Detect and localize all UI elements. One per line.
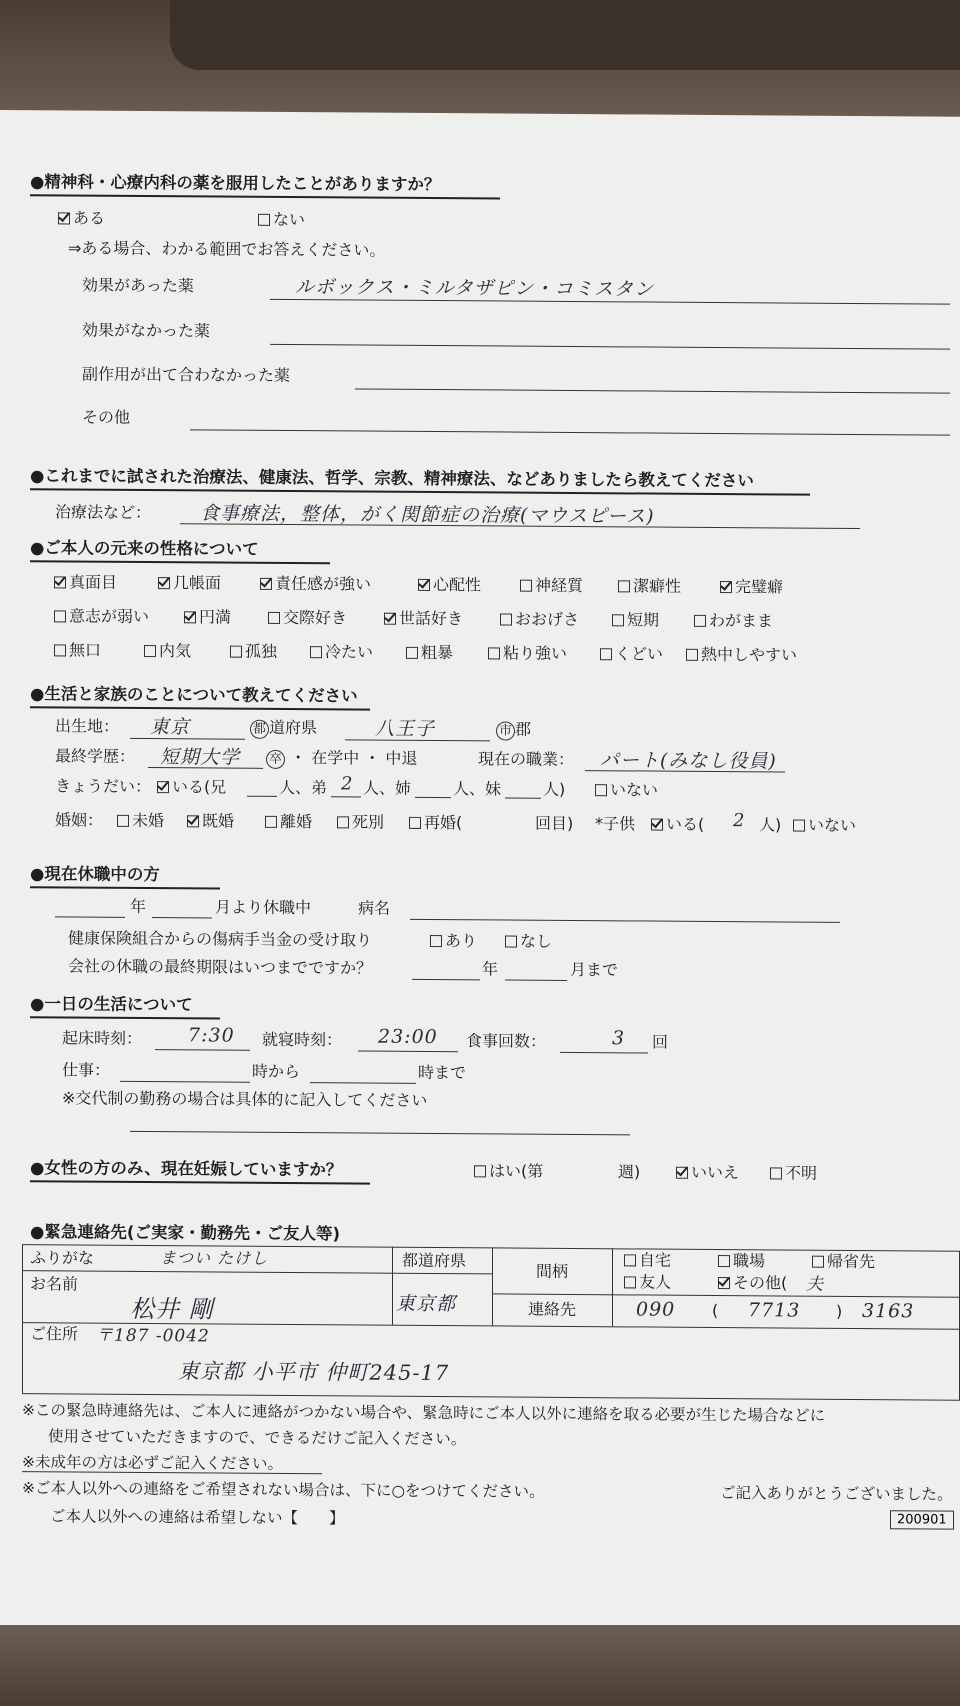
s1-other-line[interactable] (190, 429, 950, 435)
trait-shinpai[interactable] (418, 575, 481, 595)
checkbox-icon (612, 614, 624, 626)
shift-note: ※交代制の勤務の場合は具体的に記入してください (62, 1088, 428, 1110)
trait-label: 内気 (159, 641, 192, 661)
deadline-label: 会社の休職の最終期限はいつまでですか？ (68, 956, 373, 978)
trait-label: おおげさ (515, 609, 580, 630)
trait-label: 交際好き (283, 607, 348, 628)
siblings-close: 人) (543, 779, 566, 799)
work-start-blank[interactable] (120, 1081, 250, 1083)
trait-label: 心配性 (433, 575, 482, 595)
table-vline-3 (612, 1248, 613, 1326)
marriage-shibetsu[interactable] (337, 812, 384, 832)
checkbox-icon (430, 935, 442, 947)
wake-label: 起床時刻： (62, 1028, 143, 1048)
s1-side-effect-line[interactable] (355, 388, 950, 393)
checkbox-icon (474, 1165, 486, 1177)
trait-label: 責任感が強い (275, 573, 372, 594)
checkbox-icon (595, 784, 607, 796)
birth-label: 出生地： (55, 716, 120, 736)
deadline-month-blank[interactable] (505, 980, 567, 981)
deadline-year-label: 年 (482, 959, 499, 979)
s1-yes-label: ある (73, 208, 106, 228)
address-value[interactable]: 東京都 小平市 仲町245-17 (178, 1359, 450, 1386)
relation-label: 間柄 (536, 1261, 569, 1281)
checkbox-icon (268, 612, 280, 624)
insurance-ari[interactable] (430, 931, 477, 951)
thanks-text: ご記入ありがとうございました。 (720, 1484, 953, 1504)
tel-part-2[interactable]: 7713 (748, 1299, 801, 1322)
checkbox-icon (618, 580, 630, 592)
marriage-row (55, 810, 857, 835)
tel-part-1[interactable]: 090 (636, 1298, 676, 1321)
pregnancy-unknown[interactable] (770, 1163, 817, 1183)
relation-friend[interactable] (624, 1272, 671, 1292)
checkbox-checked-icon (158, 577, 170, 589)
form-code: 200901 (890, 1510, 954, 1529)
s1-effective-label: 効果があった薬 (82, 275, 194, 296)
s1-ineffective-line[interactable] (270, 344, 950, 350)
edu-value[interactable]: 短期大学 (160, 746, 241, 769)
trait-label: 無口 (69, 640, 102, 660)
pref-value[interactable]: 東京都 (396, 1292, 457, 1316)
leave-year-label: 年 (130, 896, 147, 917)
trait-majime[interactable] (54, 572, 117, 592)
postal-value[interactable]: 〒187 -0042 (96, 1325, 210, 1347)
birth-value[interactable]: 東京 (150, 716, 191, 739)
trait-ishi[interactable] (54, 606, 149, 627)
edu-label: 最終学歴： (55, 746, 136, 766)
relation-other-value[interactable]: 夫 (806, 1274, 824, 1295)
pregnancy-yes[interactable] (474, 1161, 543, 1181)
trait-label: 熱中しやすい (701, 644, 798, 665)
checkbox-checked-icon (651, 819, 663, 831)
trait-label: 冷たい (325, 642, 374, 662)
trait-label: 神経質 (535, 575, 584, 596)
s2-label: 治療法など： (55, 502, 152, 523)
siblings-iru-label: いる(兄 (172, 777, 227, 797)
pref-label: 都道府県 (402, 1250, 467, 1271)
trait-tsumetai[interactable] (310, 642, 373, 662)
trait-necchu[interactable] (686, 645, 797, 666)
trait-label: 短期 (627, 610, 660, 630)
leave-year-blank[interactable] (55, 916, 125, 917)
checkbox-checked-icon (157, 781, 169, 793)
s1-option-no[interactable] (258, 210, 305, 230)
circled-shi: 市 (496, 721, 515, 740)
contact-label: 連絡先 (528, 1299, 577, 1320)
checkbox-checked-icon (418, 579, 430, 591)
relation-home[interactable] (624, 1250, 671, 1270)
younger-brother-blank (331, 778, 361, 797)
siblings-none[interactable] (595, 780, 658, 800)
checkbox-icon (505, 936, 517, 948)
city-gun: 郡 (515, 719, 532, 739)
job-value[interactable]: パート(みなし役員) (600, 749, 777, 773)
background-bottom (0, 1625, 960, 1706)
disease-label: 病名 (358, 898, 391, 918)
checkbox-checked-icon (184, 611, 196, 623)
checkbox-icon (337, 816, 349, 828)
elder-sister-label: 人、姉 (363, 778, 412, 798)
pregnancy-week-label: 週) (618, 1162, 641, 1182)
younger-brother-count[interactable]: 2 (341, 773, 354, 795)
birth-line (130, 738, 245, 740)
leave-month-blank[interactable] (152, 917, 212, 918)
tel-part-3[interactable]: 3163 (862, 1300, 915, 1323)
children-iru-label: いる( (666, 814, 705, 834)
checkbox-icon (310, 646, 322, 658)
footer-note-3: ※未成年の方は必ずご記入ください。 (22, 1453, 283, 1473)
marriage-option-label: 死別 (352, 812, 385, 832)
city-value[interactable]: 八王子 (375, 717, 436, 741)
checkbox-checked-icon (58, 212, 70, 224)
remarriage-count-label: 回目) (535, 813, 574, 834)
marriage-option-label: 再婚( (424, 812, 463, 833)
checkbox-icon (406, 647, 418, 659)
relation-option-label: 自宅 (639, 1250, 672, 1270)
checkbox-checked-icon (718, 1277, 730, 1289)
children-none-label: いない (808, 815, 857, 835)
s1-effective-value[interactable]: ルボックス・ミルタザピン・コミスタン (295, 276, 655, 301)
children-iru[interactable] (651, 815, 704, 835)
checkbox-icon (770, 1167, 782, 1179)
children-close: 人) (759, 815, 782, 835)
checkbox-icon (624, 1254, 636, 1266)
trait-label: わがまま (709, 610, 774, 631)
pregnancy-yes-label: はい(第 (489, 1161, 544, 1181)
s2-heading: ●これまでに試された治療法、健康法、哲学、宗教、精神療法、などありましたら教えてください (30, 466, 754, 491)
trait-label: 意志が弱い (69, 606, 150, 627)
younger-brother-label: 人、弟 (279, 777, 328, 798)
edu-status-rest: ・ 在学中 ・ 中退 (290, 748, 418, 768)
insurance-nashi-label: なし (520, 931, 553, 951)
checkbox-icon (258, 214, 270, 226)
furigana-value[interactable]: まつい たけし (160, 1248, 269, 1268)
children-count[interactable]: 2 (733, 810, 746, 832)
footer-note-1: ※この緊急時連絡先は、ご本人に連絡がつかない場合や、緊急時にご本人以外に連絡を取る必要が生じた場合などに (22, 1401, 826, 1425)
relation-option-label: 友人 (639, 1272, 672, 1292)
address-label: ご住所 (30, 1324, 79, 1344)
sleep-label: 就寝時刻： (262, 1029, 343, 1050)
birth-dofuken: 道府県 (269, 717, 318, 738)
trait-label: くどい (615, 644, 664, 664)
checkbox-icon (409, 817, 421, 829)
checkbox-icon (144, 645, 156, 657)
s1-no-label: ない (273, 209, 306, 230)
shift-detail-blank[interactable] (130, 1131, 630, 1135)
marriage-option-label: 未婚 (132, 810, 165, 831)
table-vline-2 (492, 1247, 493, 1325)
trait-oogesa[interactable] (500, 609, 579, 630)
insurance-nashi[interactable] (505, 932, 552, 952)
s4-heading-underline (30, 706, 370, 710)
s5-heading: ●現在休職中の方 (30, 864, 160, 885)
s3-heading-underline (30, 560, 330, 564)
city-line (345, 739, 490, 741)
siblings-row (55, 773, 659, 800)
trait-label: 円満 (199, 607, 232, 627)
checkbox-icon (694, 615, 706, 627)
trait-label: 孤独 (245, 641, 278, 661)
s1-heading: ●精神科・心療内科の薬を服用したことがありますか？ (30, 172, 441, 195)
marriage-saikon[interactable] (409, 813, 462, 833)
questionnaire-paper (0, 110, 960, 1637)
trait-kodoku[interactable] (230, 642, 277, 662)
trait-label: 真面目 (69, 572, 118, 592)
tel-close-paren: ) (836, 1301, 843, 1321)
meal-value[interactable]: 3 (612, 1027, 626, 1050)
younger-sister-label: 人、妹 (453, 779, 502, 799)
s1-other-label: その他 (82, 407, 131, 427)
insurance-label: 健康保険組合からの傷病手当金の受け取り (68, 928, 373, 950)
checkbox-icon (500, 613, 512, 625)
trait-mukuchi[interactable] (54, 640, 101, 660)
marriage-mikon[interactable] (117, 811, 164, 831)
deadline-month-label: 月まで (570, 959, 619, 980)
siblings-none-label: いない (610, 780, 659, 800)
s8-heading: ●緊急連絡先(ご実家・勤務先・ご友人等) (30, 1222, 340, 1244)
work-to-label: 時まで (418, 1062, 467, 1083)
tel-open-paren: ( (712, 1300, 719, 1321)
trait-sobo[interactable] (406, 643, 453, 663)
footer-note-2: 使用させていただきますので、できるだけご記入ください。 (48, 1427, 467, 1449)
siblings-iru[interactable] (157, 777, 226, 797)
elder-brother-blank[interactable] (247, 778, 277, 797)
disease-blank[interactable] (410, 919, 840, 923)
checkbox-icon (520, 580, 532, 592)
elder-sister-blank[interactable] (415, 779, 451, 798)
siblings-label: きょうだい： (55, 776, 152, 797)
checkbox-checked-icon (260, 578, 272, 590)
checkbox-icon (793, 820, 805, 832)
trait-kudoi[interactable] (600, 644, 663, 664)
relation-work[interactable] (718, 1251, 765, 1271)
wake-value[interactable]: 7:30 (188, 1024, 235, 1047)
work-from-label: 時から (252, 1061, 301, 1082)
pregnancy-unknown-label: 不明 (785, 1163, 818, 1183)
meal-line (560, 1052, 648, 1054)
checkbox-icon (624, 1276, 636, 1288)
checkbox-icon (54, 644, 66, 656)
trait-label: 几帳面 (173, 573, 222, 593)
furigana-label: ふりがな (30, 1248, 95, 1268)
circled-to: 都 (250, 720, 269, 739)
marriage-option-label: 既婚 (202, 811, 235, 831)
trait-wagamama[interactable] (694, 611, 773, 632)
trait-label: 世話好き (399, 608, 464, 629)
younger-sister-blank[interactable] (505, 780, 541, 799)
checkbox-checked-icon (54, 576, 66, 588)
checkbox-icon (812, 1256, 824, 1268)
trait-nebari[interactable] (488, 643, 567, 664)
work-label: 仕事： (62, 1060, 111, 1080)
checkbox-checked-icon (676, 1167, 688, 1179)
s5-heading-underline (30, 886, 220, 889)
no-contact-option[interactable]: ご本人以外への連絡は希望しない【 】 (50, 1507, 345, 1528)
checkbox-icon (488, 647, 500, 659)
table-vline-1 (392, 1247, 393, 1325)
footer-note-4: ※ご本人以外への連絡をご希望されない場合は、下に○をつけてください。 (22, 1479, 545, 1501)
checkbox-icon (600, 648, 612, 660)
deadline-year-blank[interactable] (412, 979, 480, 980)
s7-heading-underline (30, 1180, 370, 1184)
background-top (0, 0, 960, 118)
pregnancy-no[interactable] (676, 1163, 739, 1183)
meal-label: 食事回数： (466, 1031, 547, 1051)
trait-label: 完璧癖 (735, 577, 784, 597)
trait-kosai[interactable] (268, 608, 347, 629)
sleep-line (358, 1050, 458, 1052)
children-none[interactable] (793, 816, 856, 836)
trait-sewa[interactable] (384, 609, 463, 630)
checkbox-checked-icon (187, 815, 199, 827)
insurance-ari-label: あり (445, 931, 478, 951)
trait-kichomen[interactable] (158, 573, 221, 593)
marriage-label: 婚姻： (55, 810, 104, 830)
trait-tanki[interactable] (612, 610, 659, 630)
checkbox-icon (230, 646, 242, 658)
birth-to[interactable] (250, 718, 317, 739)
name-value[interactable]: 松井 剛 (130, 1294, 214, 1324)
trait-label: 潔癖性 (633, 576, 682, 596)
city-shi-gun[interactable] (496, 719, 531, 740)
leave-since-label: 月より休職中 (215, 897, 312, 918)
trait-uchiki[interactable] (144, 641, 191, 661)
checkbox-icon (117, 815, 129, 827)
marriage-kikon[interactable] (187, 811, 234, 831)
checkbox-icon (54, 610, 66, 622)
trait-label: 粗暴 (421, 642, 454, 663)
checkbox-checked-icon (384, 613, 396, 625)
trait-enman[interactable] (184, 607, 231, 627)
s3-heading: ●ご本人の元来の性格について (30, 538, 259, 559)
trait-shinkeishitsu[interactable] (520, 576, 583, 596)
job-label: 現在の職業： (478, 749, 575, 770)
meal-unit: 回 (652, 1032, 669, 1052)
trait-sekinin[interactable] (260, 574, 371, 595)
s1-side-effect-label: 副作用が出て合わなかった薬 (82, 364, 291, 386)
name-label: お名前 (30, 1274, 79, 1294)
trait-kanpeki[interactable] (720, 577, 783, 597)
checkbox-checked-icon (720, 581, 732, 593)
relation-option-label: その他( (733, 1273, 788, 1293)
checkbox-icon (686, 649, 698, 661)
edu-status[interactable] (266, 748, 417, 770)
s6-heading: ●一日の生活について (30, 994, 193, 1015)
sleep-value[interactable]: 23:00 (378, 1025, 438, 1049)
s6-heading-underline (30, 1016, 220, 1019)
children-label: *子供 (595, 814, 636, 834)
circled-sotsu: 卒 (266, 750, 285, 769)
trait-label: 粘り強い (503, 643, 568, 663)
work-end-blank[interactable] (310, 1082, 416, 1084)
checkbox-icon (265, 816, 277, 828)
s1-ineffective-label: 効果がなかった薬 (82, 320, 211, 341)
marriage-option-label: 離婚 (280, 811, 313, 832)
s1-option-yes[interactable] (58, 208, 105, 228)
pregnancy-no-label: いいえ (691, 1162, 740, 1183)
relation-option-label: 帰省先 (827, 1251, 876, 1272)
s7-heading: ●女性の方のみ、現在妊娠していますか？ (30, 1158, 343, 1180)
marriage-rikon[interactable] (265, 812, 312, 832)
checkbox-icon (718, 1255, 730, 1267)
s4-heading: ●生活と家族のことについて教えてください (30, 684, 358, 706)
wake-line (155, 1049, 250, 1051)
relation-option-label: 職場 (733, 1251, 766, 1271)
relation-other[interactable] (718, 1273, 787, 1293)
trait-keppeki[interactable] (618, 576, 681, 596)
s2-value[interactable]: 食事療法，整体，がく関節症の治療(マウスピース) (200, 502, 655, 528)
s1-note: ⇒ある場合、わかる範囲でお答えください。 (68, 238, 386, 260)
